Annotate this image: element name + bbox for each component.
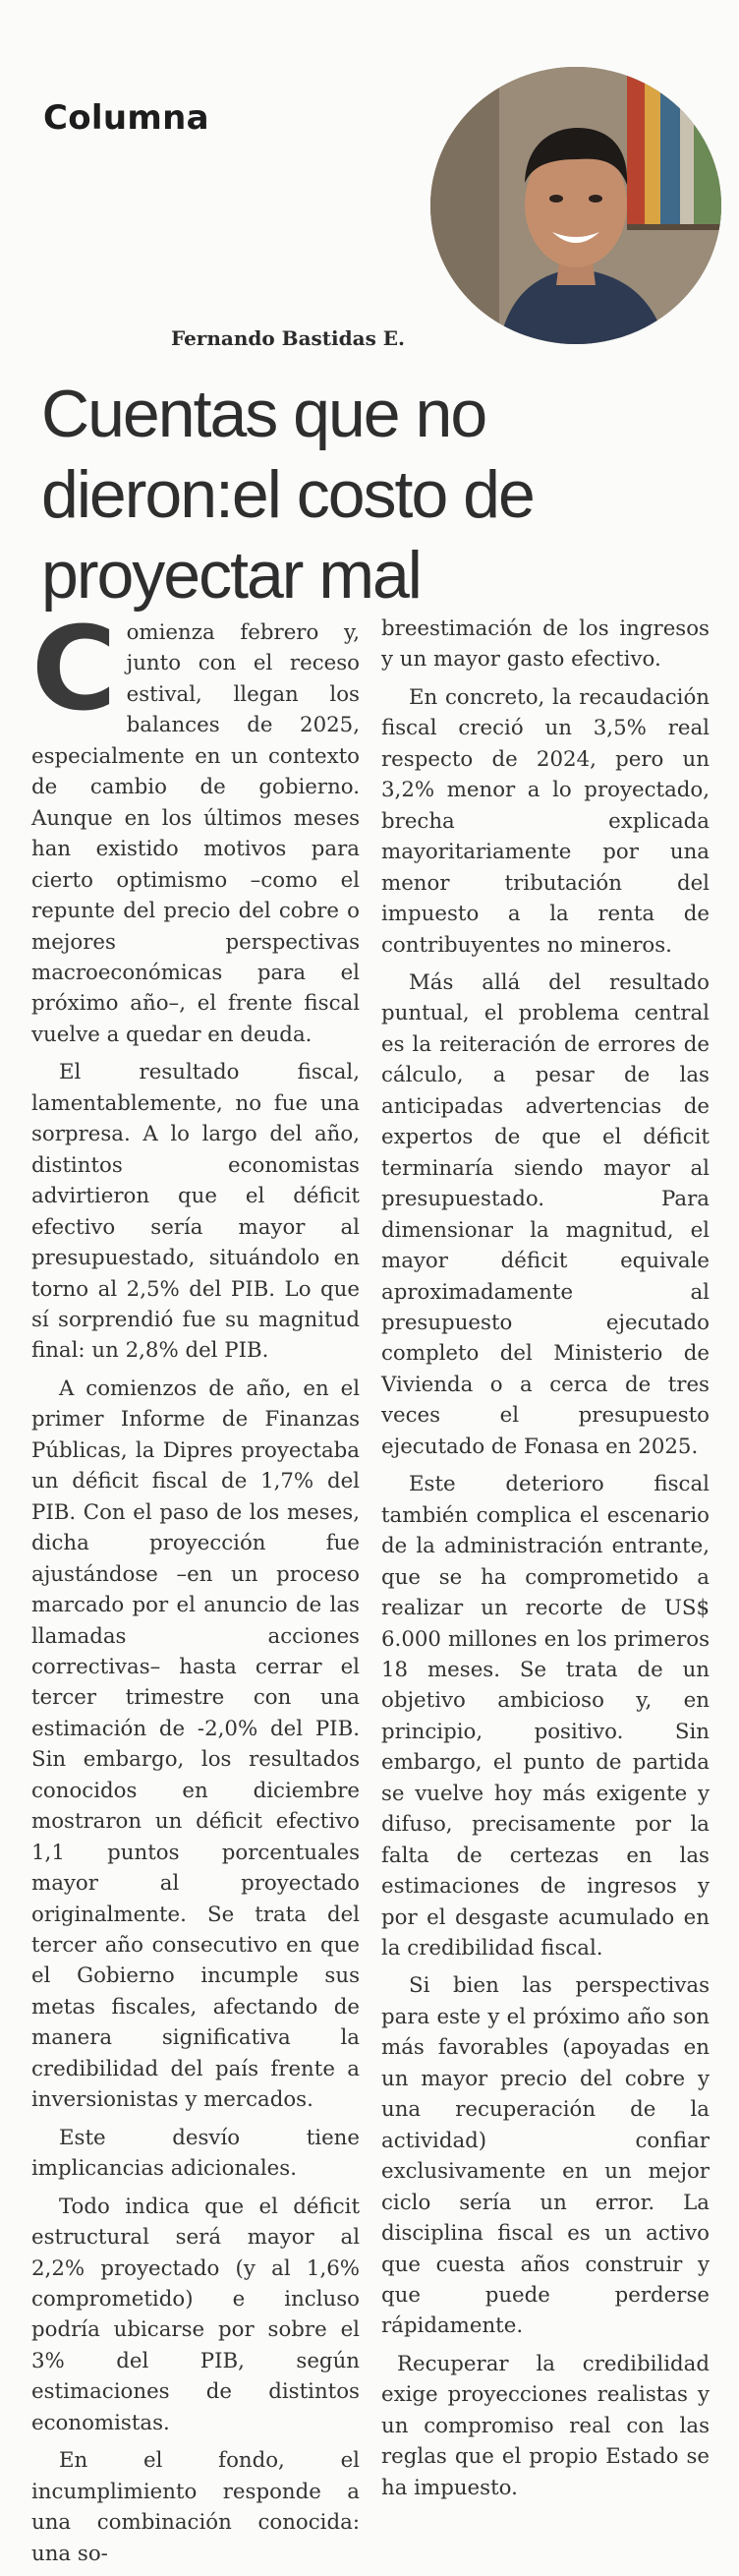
paragraph: En el fondo, el incumplimiento responde a una combinación conocida: una so-: [31, 2448, 360, 2566]
paragraph: Más allá del resultado puntual, el problema central es la reiteración de errores de cálculo, a pesar de las anticipadas advertencias de expertos de que el déficit terminaría siendo mayor al presupuestado. Para dimensionar la magnitud, el mayor déficit equivale aproximadamente al presupuesto ejecutado completo del Ministerio de Vivienda o a cerca de tres veces el presupuesto ejecutado de Fonasa en 2025.: [381, 969, 710, 1459]
author-photo: [430, 67, 721, 344]
author-portrait-icon: [430, 67, 721, 344]
paragraph: Este desvío tiene implicancias adicionales.: [31, 2125, 360, 2182]
drop-cap: C: [31, 601, 117, 736]
article-column-right: [381, 614, 710, 2510]
section-label: Columna: [43, 98, 209, 138]
paragraph: Si bien las perspectivas para este y el próximo año son más favorables (apoyadas en un mayor precio del cobre y una recuperación de la actividad) confiar exclusivamente en un mejor ciclo sería un error. La disciplina fiscal es un activo que cuesta años construir y que puede perderse rápidamente.: [381, 1973, 710, 2339]
paragraph: Todo indica que el déficit estructural será mayor al 2,2% proyectado (y al 1,6% comprometido) e incluso podría ubicarse por sobre el 3% del PIB, según estimaciones de distintos economistas.: [31, 2194, 360, 2435]
headline: Cuentas que no dieron:el costo de proyectar mal: [41, 377, 534, 613]
paragraph: Recuperar la credibilidad exige proyecciones realistas y un compromiso real con las reglas que el propio Estado se ha impuesto.: [381, 2351, 710, 2500]
paragraph: [31, 601, 360, 1050]
author-byline: Fernando Bastidas E.: [170, 326, 405, 350]
paragraph-text: omienza febrero y, junto con el receso estival, llegan los balances de 2025, especialmente en un contexto de cambio de gobierno. Aunque en los últimos meses han existido motivos para cierto optimismo –como el repunte del precio del cobre o mejores perspectivas macroeconómicas para el próximo año–, el frente fiscal vuelve a quedar en deuda.: [31, 620, 360, 1047]
paragraph: A comienzos de año, en el primer Informe de Finanzas Públicas, la Dipres proyectaba un déficit fiscal de 1,7% del PIB. Con el paso de los meses, dicha proyección fue ajustándose –en un proceso marcado por el anuncio de las llamadas acciones correctivas– hasta cerrar el tercer trimestre con una estimación de -2,0% del PIB. Sin embargo, los resultados conocidos en diciembre mostraron un déficit efectivo 1,1 puntos porcentuales mayor al proyectado originalmente. Se trata del tercer año consecutivo en que el Gobierno incumple sus metas fiscales, afectando de manera significativa la credibilidad del país frente a inversionistas y mercados.: [31, 1376, 360, 2113]
paragraph: El resultado fiscal, lamentablemente, no fue una sorpresa. A lo largo del año, distintos economistas advirtieron que el déficit efectivo sería mayor al presupuestado, situándolo en torno al 2,5% del PIB. Lo que sí sorprendió fue su magnitud final: un 2,8% del PIB.: [31, 1060, 360, 1364]
article-column-left: [31, 601, 360, 2576]
paragraph: breestimación de los ingresos y un mayor gasto efectivo.: [381, 616, 710, 673]
paragraph: En concreto, la recaudación fiscal creció un 3,5% real respecto de 2024, pero un 3,2% menor a lo proyectado, brecha explicada mayoritariamente por una menor tributación del impuesto a la renta de contribuyentes no mineros.: [381, 684, 710, 958]
paragraph: Este deterioro fiscal también complica el escenario de la administración entrante, que se ha comprometido a realizar un recorte de US$ 6.000 millones en los primeros 18 meses. Se trata de un objetivo ambicioso y, en principio, positivo. Sin embargo, el punto de partida se vuelve hoy más exigente y difuso, precisamente por la falta de certezas en las estimaciones de ingresos y por el desgaste acumulado en la credibilidad fiscal.: [381, 1472, 710, 1961]
